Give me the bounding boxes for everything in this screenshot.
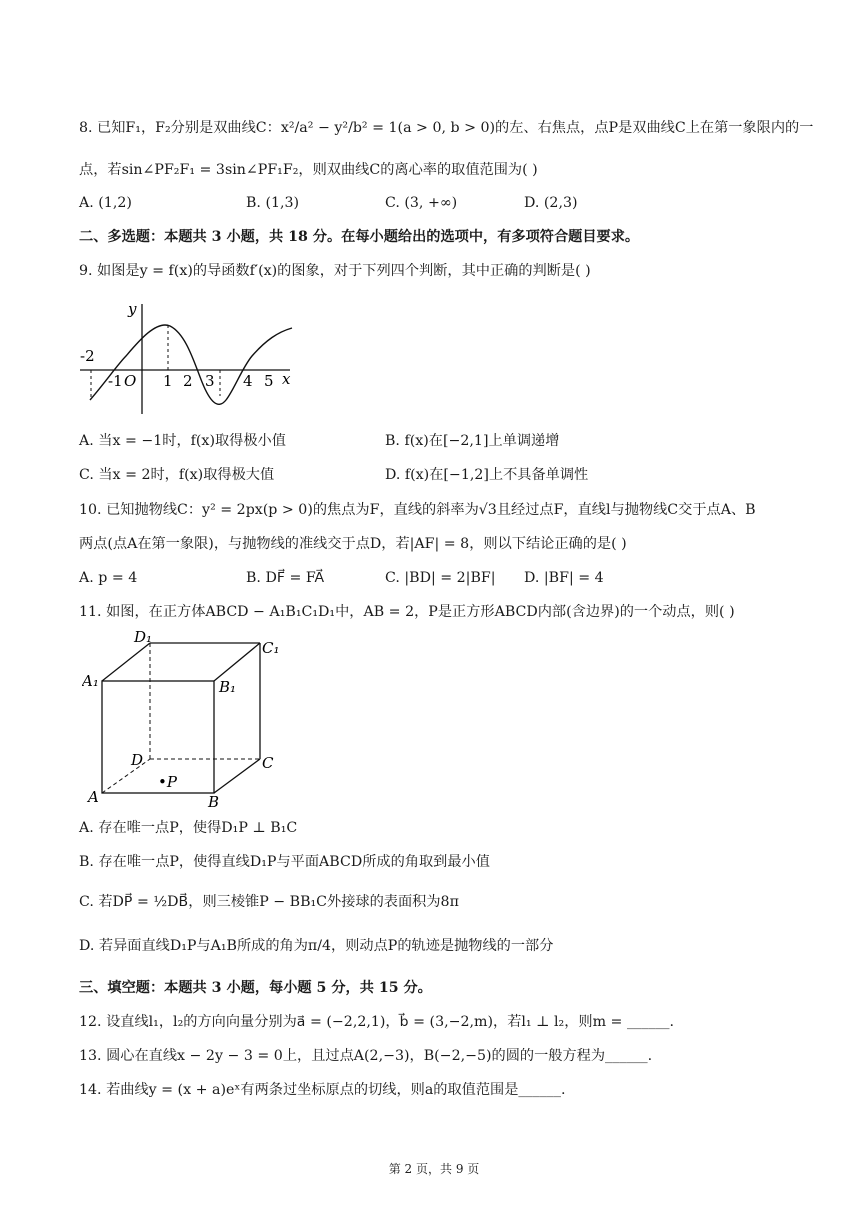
q9-option-a: A. 当x = −1时，f(x)取得极小值 bbox=[79, 433, 286, 449]
graph-y-label: y bbox=[128, 300, 137, 318]
q10-option-c: C. |BD| = 2|BF| bbox=[385, 570, 496, 586]
q12-text: 12. 设直线l₁，l₂的方向向量分别为a⃗ = (−2,2,1)，b⃗ = (3,−2,m)，若l₁ ⊥ l₂，则m = ______. bbox=[79, 1014, 675, 1030]
q11-option-a: A. 存在唯一点P，使得D₁P ⊥ B₁C bbox=[79, 820, 298, 836]
graph-tick-1: 1 bbox=[163, 372, 173, 390]
q8-line1: 8. 已知F₁，F₂分别是双曲线C：x²/a² − y²/b² = 1(a > 0, b > 0)的左、右焦点，点P是双曲线C上在第一象限内的一 bbox=[79, 120, 814, 136]
q14-text: 14. 若曲线y = (x + a)eˣ有两条过坐标原点的切线，则a的取值范围是______. bbox=[79, 1082, 566, 1098]
graph-tick-5: 5 bbox=[264, 372, 274, 390]
q9-option-c: C. 当x = 2时，f(x)取得极大值 bbox=[79, 467, 275, 483]
cube-label-d: D bbox=[131, 751, 144, 769]
q10-line2: 两点(点A在第一象限)，与抛物线的准线交于点D，若|AF| = 8，则以下结论正确的是( ) bbox=[79, 536, 627, 552]
q10-line1: 10. 已知抛物线C：y² = 2px(p > 0)的焦点为F，直线的斜率为√3且经过点F，直线l与抛物线C交于点A、B bbox=[79, 502, 756, 518]
q9-option-d: D. f(x)在[−1,2]上不具备单调性 bbox=[385, 467, 589, 483]
q10-option-a: A. p = 4 bbox=[79, 570, 138, 586]
q11-option-c: C. 若DP⃗ = ½DB⃗，则三棱锥P − BB₁C外接球的表面积为8π bbox=[79, 894, 459, 910]
q10-option-d: D. |BF| = 4 bbox=[524, 570, 604, 586]
q11-option-b: B. 存在唯一点P，使得直线D₁P与平面ABCD所成的角取到最小值 bbox=[79, 854, 490, 870]
q8-option-b: B. (1,3) bbox=[246, 195, 300, 211]
graph-tick-neg1: -1 bbox=[108, 372, 123, 390]
q11-stem: 11. 如图，在正方体ABCD − A₁B₁C₁D₁中，AB = 2，P是正方形ABCD内部(含边界)的一个动点，则( ) bbox=[79, 604, 735, 620]
q8-option-c: C. (3, +∞) bbox=[385, 195, 458, 211]
graph-tick-neg2: -2 bbox=[80, 347, 95, 365]
cube-label-p: •P bbox=[158, 773, 177, 791]
page-footer: 第 2 页，共 9 页 bbox=[388, 1162, 480, 1176]
graph-x-label: x bbox=[282, 370, 291, 388]
graph-origin-label: O bbox=[124, 372, 137, 390]
cube-label-b: B bbox=[208, 793, 220, 811]
q11-option-d: D. 若异面直线D₁P与A₁B所成的角为π/4，则动点P的轨迹是抛物线的一部分 bbox=[79, 938, 554, 954]
q13-text: 13. 圆心在直线x − 2y − 3 = 0上，且过点A(2,−3)，B(−2,−5)的圆的一般方程为______. bbox=[79, 1048, 653, 1064]
cube-figure bbox=[82, 626, 282, 812]
cube-label-c: C bbox=[262, 754, 274, 772]
graph-tick-3: 3 bbox=[205, 372, 215, 390]
cube-label-c1: C₁ bbox=[262, 639, 280, 657]
q10-option-b: B. DF⃗ = FA⃗ bbox=[246, 570, 325, 586]
q8-option-d: D. (2,3) bbox=[524, 195, 578, 211]
cube-label-b1: B₁ bbox=[219, 678, 237, 696]
cube-label-d1: D₁ bbox=[134, 628, 153, 646]
section-2-heading: 二、多选题：本题共 3 小题，共 18 分。在每小题给出的选项中，有多项符合题目要求。 bbox=[79, 229, 640, 245]
q8-option-a: A. (1,2) bbox=[79, 195, 132, 211]
graph-tick-2: 2 bbox=[183, 372, 193, 390]
q8-line2: 点，若sin∠PF₂F₁ = 3sin∠PF₁F₂，则双曲线C的离心率的取值范围为( ) bbox=[79, 162, 538, 178]
cube-label-a: A bbox=[88, 788, 99, 806]
derivative-graph bbox=[76, 296, 300, 418]
section-3-heading: 三、填空题：本题共 3 小题，每小题 5 分，共 15 分。 bbox=[79, 980, 432, 996]
q9-option-b: B. f(x)在[−2,1]上单调递增 bbox=[385, 433, 560, 449]
cube-label-a1: A₁ bbox=[82, 672, 99, 690]
graph-tick-4: 4 bbox=[243, 372, 253, 390]
q9-stem: 9. 如图是y = f(x)的导函数f′(x)的图象，对于下列四个判断，其中正确的判断是( ) bbox=[79, 263, 591, 279]
